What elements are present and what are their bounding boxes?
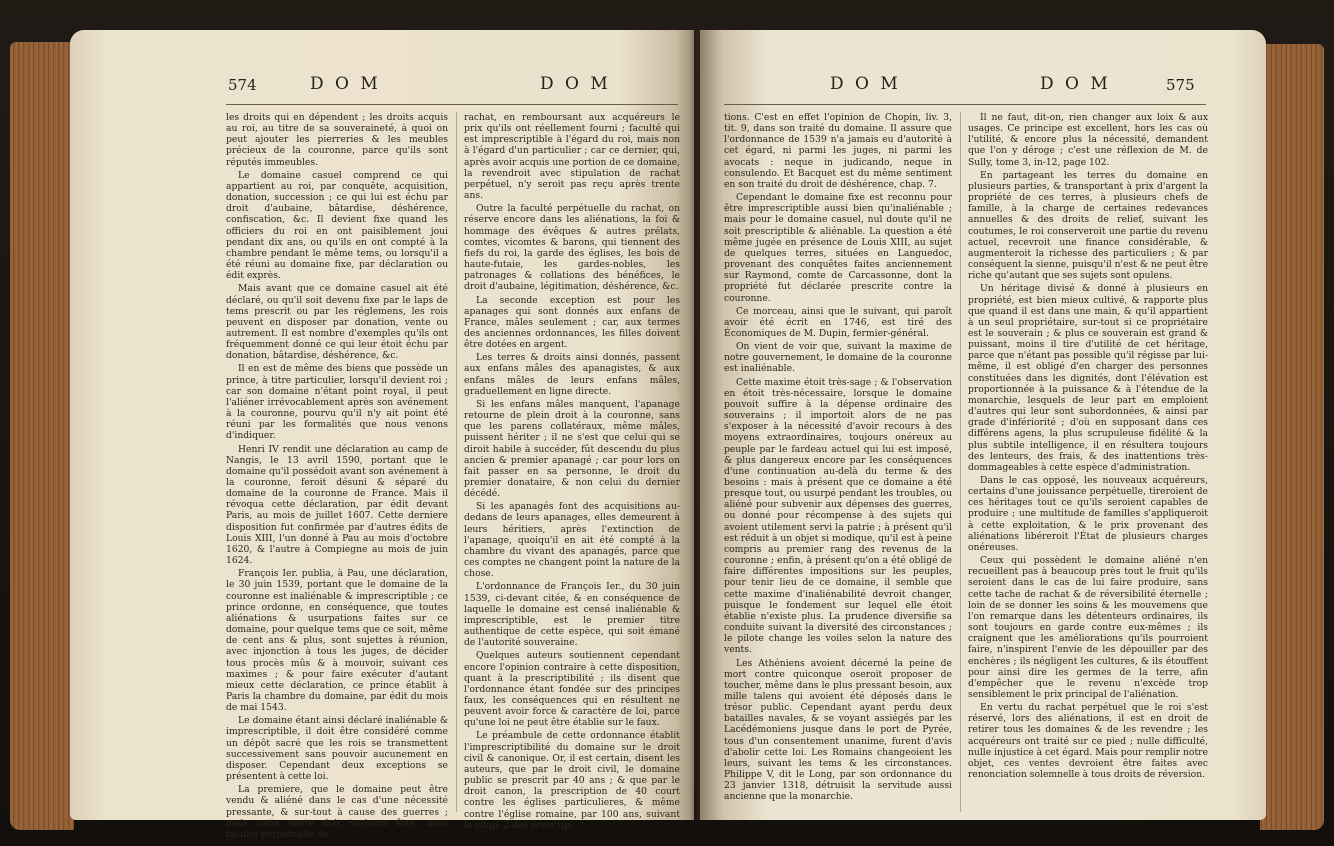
paragraph: Cependant le domaine fixe est reconnu pour être imprescriptible aussi bien qu'inaliénable ; mais pour le domaine casuel, nul doute qu'il ne soit prescriptible & aliénable. La question a été même jugée en présence de Louis XIII, au sujet de quelques terres, situées en Languedoc, provenant des conquêtes faites anciennement sur Raymond, comte de Carcassonne, dont la propriété fut déclarée prescrite contre la couronne. xyxy=(724,192,952,304)
paragraph: Si les apanagés font des acquisitions au-dedans de leurs apanages, elles demeurent à leurs héritiers, après l'extinction de l'apanage, quoiqu'il en ait été compté à la chambre du vivant des apanagés, parce que ces comptes ne changent point la nature de la chose. xyxy=(464,501,680,580)
paragraph: Outre la faculté perpétuelle du rachat, on réserve encore dans les aliénations, la foi & hommage des évêques & autres prélats, comtes, vicomtes & barons, qui tiennent des fiefs du roi, la garde des églises, les bois de haute-futaie, les gardes-nobles, les patronages & collations des bénéfices, le droit d'aubaine, légitimation, déshérence, &c. xyxy=(464,203,680,293)
paragraph: Mais avant que ce domaine casuel ait été déclaré, ou qu'il soit devenu fixe par le laps de tems prescrit ou par les réglemens, les rois peuvent en disposer par donation, vente ou autrement. Il est nombre d'exemples qu'ils ont fréquemment donné ce qui leur étoit échu par donation, bâtardise, déshérence, &c. xyxy=(226,283,448,362)
paragraph: Le domaine casuel comprend ce qui appartient au roi, par conquête, acquisition, donation, succession ; ce qui lui est échu par droit d'aubaine, bâtardise, déshérence, confiscation, &c. Il devient fixe quand les officiers du roi en ont paisiblement joui pendant dix ans, ou qu'ils en ont compté à la chambre pendant le même tems, ou lorsqu'il a été réuni au domaine fixe, par déclaration ou édit exprès. xyxy=(226,169,448,282)
paragraph: Henri IV rendit une déclaration au camp de Nangis, le 13 avril 1590, portant que le domaine qu'il possédoit avant son avénement à la couronne, feroit désuni & séparé du domaine de la couronne de France. Mais il révoqua cette déclaration, par édit devant Paris, au mois de juillet 1607. Cette derniere disposition fut confirmée par d'autres édits de Louis XIII, l'un donné à Pau au mois d'octobre 1620, & l'autre à Compiegne au mois de juin 1624. xyxy=(226,443,448,567)
left-column-2 xyxy=(464,112,680,833)
paragraph: Il ne faut, dit-on, rien changer aux loix & aux usages. Ce principe est excellent, hors les cas où l'utilité, & encore plus la nécessité, demandent que l'on y déroge ; c'est une réflexion de M. de Sully, tome 3, in-12, page 102. xyxy=(968,112,1208,168)
right-column-1 xyxy=(724,112,952,805)
running-head-left: D O M xyxy=(310,74,381,94)
left-column-1 xyxy=(226,112,448,842)
paragraph: Si les enfans mâles manquent, l'apanage retourne de plein droit à la couronne, sans que les parens collatéraux, même mâles, puissent hériter ; il ne s'est que celui qui se diroit habile à succéder, fût descendu du plus ancien & premier apanagé ; car pour lors on fait passer en sa personne, le droit du premier donataire, & non celui du dernier décédé. xyxy=(464,398,680,500)
paragraph: En partageant les terres du domaine en plusieurs parties, & transportant à prix d'argent la propriété de ces terres, à plusieurs chefs de famille, à la charge de certaines redevances annuelles & des droits de relief, suivant les coutumes, le roi conserveroit une partie du revenu actuel, recevroit une finance considérable, & augmenteroit la richesse des particuliers ; & par conséquent la sienne, puisqu'il n'est & ne peut être riche qu'autant que ses sujets sont opulens. xyxy=(968,169,1209,282)
paragraph: Ce morceau, ainsi que le suivant, qui paroît avoir été écrit en 1746, est tiré des Économiques de M. Dupin, fermier-général. xyxy=(724,305,952,339)
paragraph: Cette maxime étoit très-sage ; & l'observation en étoit très-nécessaire, lorsque le domaine pouvoit suffire à la dépense ordinaire des souverains ; il importoit alors de ne pas s'exposer à la nécessité d'avoir recours à des moyens extraordinaires, toujours onéreux au peuple par le fardeau actuel qui lui est imposé, & plus dangereux encore par les conséquences d'une continuation au-delà du terme & des besoins : mais à présent que ce domaine a été presque tout, ou usurpé pendant les troubles, ou aliéné pour subvenir aux dépenses des guerres, ou donné pour récompense à des sujets qui avoient utilement servi la patrie ; à présent qu'il est réduit à un objet si modique, qu'il est à peine compris au premier rang des revenus de la couronne ; enfin, à présent qu'on a été obligé de faire différentes impositions sur les peuples, pour tenir lieu de ce domaine, il semble que cette maxime d'inaliénabilité devroit changer, puisque le fondement sur lequel elle étoit établie n'existe plus. La prudence diversifie sa conduite suivant la diversité des circonstances ; le pilote change les voiles selon la nature des vents. xyxy=(724,376,953,656)
paragraph: Ceux qui possèdent le domaine aliéné n'en recueillent pas à beaucoup près tout le fruit qu'ils seroient dans le cas de lui faire produire, sans cette tache de rachat & de réversibilité éternelle ; loin de se donner les soins & les mouvemens que l'on remarque dans les détenteurs ordinaires, ils sont toujours en garde contre eux-mêmes ; ils craignent que les améliorations qu'ils pourroient faire, n'inspirent l'envie de les dépouiller par des enchères ; ils négligent les cultures, & ils étouffent pour ainsi dire les germes de la terre, afin d'empêcher que le revenu n'excède trop sensiblement le prix principal de l'aliénation. xyxy=(968,555,1208,700)
paragraph: rachat, en remboursant aux acquéreurs le prix qu'ils ont réellement fourni ; faculté qui est imprescriptible à l'égard du roi, mais non à l'égard d'un particulier ; car ce dernier, qui, après avoir acquis une portion de ce domaine, la revendroit avec stipulation de rachat perpétuel, n'y seroit pas reçu après trente ans. xyxy=(464,112,680,202)
paragraph: En vertu du rachat perpétuel que le roi s'est réservé, lors des aliénations, il est en droit de retirer tous les domaines & de les revendre ; les acquéreurs ont traité sur ce pied ; nulle difficulté, nulle injustice à cet égard. Mais pour remplir notre objet, ces ventes devroient être faites avec renonciation solemnelle à tous droits de réversion. xyxy=(968,702,1208,781)
paragraph: Il en est de même des biens que possède un prince, à titre particulier, lorsqu'il devient roi ; car son domaine n'étant point royal, il peut l'aliéner irrévocablement après son avénement à la couronne, pourvu qu'il n'y ait point été réuni par les formalités que nous venons d'indiquer. xyxy=(226,363,448,442)
paragraph: L'ordonnance de François Ier., du 30 juin 1539, ci-devant citée, & en conséquence de laquelle le domaine est censé inaliénable & imprescriptible, est le premier titre authentique de cette espèce, qui soit émané de l'autorité souveraine. xyxy=(464,581,680,649)
right-page xyxy=(700,30,1266,820)
paragraph: Dans le cas opposé, les nouveaux acquéreurs, certains d'une jouissance perpétuelle, tireroient de ces héritages tout ce qu'ils seroient capables de produire ; une multitude de familles s'appliqueroit à cette exploitation, & le prix provenant des aliénations libéreroit l'État de plusieurs charges onéreuses. xyxy=(968,475,1208,553)
left-page-header xyxy=(70,70,694,100)
paragraph: Les Athéniens avoient décerné la peine de mort contre quiconque oseroit proposer de toucher, même dans le plus pressant besoin, aux mille talens qui avoient été déposés dans le trésor public. Cependant ayant perdu deux batailles navales, & se voyant assiégés par les Lacédémoniens jusque dans le port de Pyrée, tous d'un consentement unanime, furent d'avis d'abolir cette loi. Les Romains changeoient les leurs, suivant les tems & les circonstances. Philippe V, dit le Long, par son ordonnance du 23 janvier 1318, détruisit la servitude aussi ancienne que la monarchie. xyxy=(724,657,952,803)
page-number: 575 xyxy=(1166,76,1195,94)
paragraph: les droits qui en dépendent ; les droits acquis au roi, au titre de sa souveraineté, à quoi on peut ajouter les pierreries & les meubles précieux de la couronne, parce qu'ils sont réputés immeubles. xyxy=(226,112,448,168)
left-page xyxy=(70,30,694,840)
header-rule xyxy=(724,104,1206,105)
running-head-right: D O M xyxy=(1040,74,1111,94)
paragraph: Le domaine étant ainsi déclaré inaliénable & imprescriptible, il doit être considéré comme un dépôt sacré que les rois se transmettent successivement sans pouvoir aucunement en disposer. Cependant deux exceptions se présentent à cette loi. xyxy=(226,715,448,783)
right-page-edges xyxy=(1260,44,1324,830)
page-number: 574 xyxy=(228,76,257,94)
running-head-right: D O M xyxy=(540,74,611,94)
column-separator xyxy=(456,112,457,812)
right-page-header xyxy=(700,70,1266,100)
paragraph: On vient de voir que, suivant la maxime de notre gouvernement, le domaine de la couronne est inaliénable. xyxy=(724,341,952,375)
paragraph: Les terres & droits ainsi donnés, passent aux enfans mâles des apanagistes, & aux enfans mâles de leurs enfans mâles, graduellement en ligne directe. xyxy=(464,352,680,397)
right-column-2 xyxy=(968,112,1208,782)
paragraph: tions. C'est en effet l'opinion de Chopin, liv. 3, tit. 9, dans son traité du domaine. Il assure que l'ordonnance de 1539 n'a jamais eu d'autorité à cet égard, ni parmi les juges, ni parmi les avocats : neque in judicando, neque in consulendo. Et Bacquet est du même sentiment en son traité du droit de déshérence, chap. 7. xyxy=(724,112,952,190)
running-head-left: D O M xyxy=(830,74,901,94)
left-page-edges xyxy=(10,42,74,830)
paragraph: François Ier. publia, à Pau, une déclaration, le 30 juin 1539, portant que le domaine de la couronne est inaliénable & imprescriptible ; ce prince ordonne, en conséquence, que toutes aliénations & usurpations faites sur ce domaine, pour quelque tems que ce soit, même de cent ans & plus, sont sujettes à réunion, avec injonction à tous les juges, de décider tous procès mûs & à mouvoir, suivant ces maximes ; & pour faire exécuter d'autant mieux cette déclaration, ce prince établit à Paris la chambre du domaine, par édit du mois de mai 1543. xyxy=(226,568,448,714)
column-separator xyxy=(960,112,961,812)
paragraph: La seconde exception est pour les apanages qui sont donnés aux enfans de France, mâles seulement ; car, aux termes des anciennes ordonnances, les filles doivent être dotées en argent. xyxy=(464,294,680,351)
header-rule xyxy=(226,104,678,105)
paragraph: Le préambule de cette ordonnance établit l'imprescriptibilité du domaine sur le droit civil & canonique. Or, il est certain, disent les auteurs, que par le droit civil, le domaine public se prescrit par 40 ans ; & que par le droit canon, la prescription de 40 court contre les églises particulieres, & même contre l'église romaine, par 100 ans, suivant le chap. 2 des prescrip- xyxy=(464,730,680,831)
paragraph: Quelques auteurs soutiennent cependant encore l'opinion contraire à cette disposition, quant à la prescriptibilité ; ils disent que l'ordonnance étant fondée sur des principes faux, les conséquences qui en résultent ne peuvent avoir force & caractère de loi, parce qu'une loi ne peut être établie sur le faux. xyxy=(464,650,680,729)
paragraph: La premiere, que le domaine peut être vendu & aliéné dans le cas d'une nécessité pressante, & sur-tout à cause des guerres ; mais cette vente doit toujours être, avec faculté perpétuelle de xyxy=(226,784,448,840)
paragraph: Un héritage divisé & donné à plusieurs en propriété, est bien mieux cultivé, & rapporte plus que quand il est dans une main, & qu'il appartient à un seul propriétaire, sur-tout si ce propriétaire est le souverain ; & plus ce souverain est grand & puissant, moins il tire d'utilité de cet héritage, parce que n'étant pas possible qu'il régisse par lui-même, il est obligé d'en charger des personnes constituées dans les dignités, dont l'élévation est proportionnée à la puissance & à l'étendue de la monarchie, lesquels de leur part en emploient d'autres qui leur sont subordonnées, & ainsi par grade d'infériorité ; d'où en supposant dans ces différens agens, la plus scrupuleuse fidélité & la plus subtile intelligence, il en résultera toujours des lenteurs, des frais, & des inattentions très-dommageables à cette espèce d'administration. xyxy=(968,283,1208,473)
